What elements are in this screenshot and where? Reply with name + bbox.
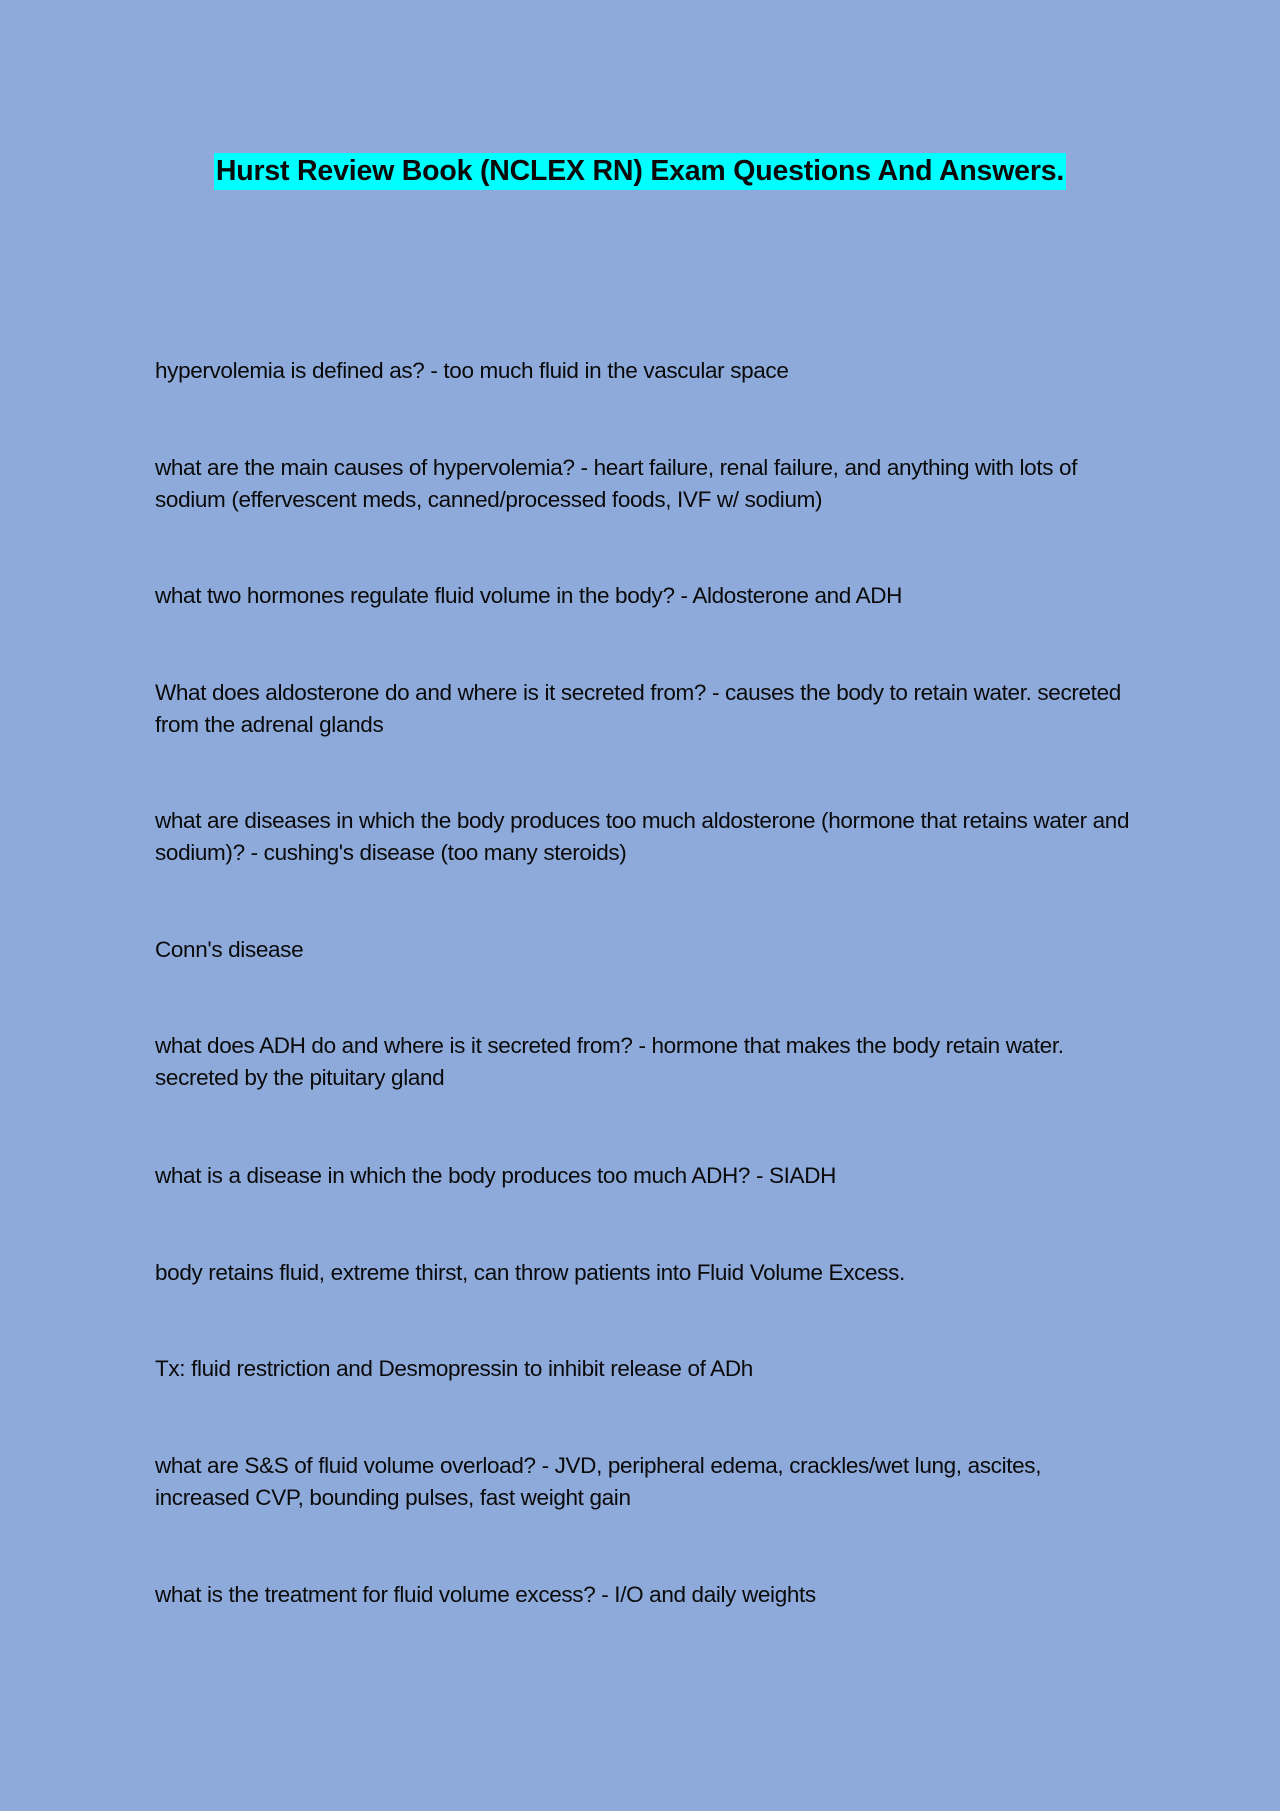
qa-entry-aldosterone-diseases: what are diseases in which the body produces too much aldosterone (hormone that retains water and sodium)? - cushing's disease (too many steroids) <box>155 808 1130 865</box>
qa-entry-hypervolemia-definition: hypervolemia is defined as? - too much fluid in the vascular space <box>155 358 789 383</box>
title-container <box>0 153 1280 190</box>
qa-entry-aldosterone: What does aldosterone do and where is it secreted from? - causes the body to retain water. secreted from the adrenal glands <box>155 680 1121 737</box>
qa-entry-hypervolemia-causes: what are the main causes of hypervolemia? - heart failure, renal failure, and anything with lots of sodium (effervescent meds, canned/processed foods, IVF w/ sodium) <box>155 455 1078 512</box>
document-title: Hurst Review Book (NCLEX RN) Exam Questions And Answers. <box>214 153 1066 190</box>
qa-entry-siadh-treatment: Tx: fluid restriction and Desmopressin to inhibit release of ADh <box>155 1356 753 1381</box>
qa-entry-fluid-excess-treatment: what is the treatment for fluid volume excess? - I/O and daily weights <box>155 1582 816 1607</box>
qa-entry-siadh-effects: body retains fluid, extreme thirst, can throw patients into Fluid Volume Excess. <box>155 1260 905 1285</box>
qa-entry-siadh: what is a disease in which the body produces too much ADH? - SIADH <box>155 1163 837 1188</box>
qa-entry-fluid-overload-signs: what are S&S of fluid volume overload? - JVD, peripheral edema, crackles/wet lung, ascites, increased CVP, bounding pulses, fast weight gain <box>155 1453 1042 1510</box>
qa-entry-adh: what does ADH do and where is it secreted from? - hormone that makes the body retain water. secreted by the pituitary gland <box>155 1033 1064 1090</box>
qa-entry-fluid-hormones: what two hormones regulate fluid volume in the body? - Aldosterone and ADH <box>155 583 903 608</box>
qa-entry-conns-disease: Conn's disease <box>155 937 304 962</box>
